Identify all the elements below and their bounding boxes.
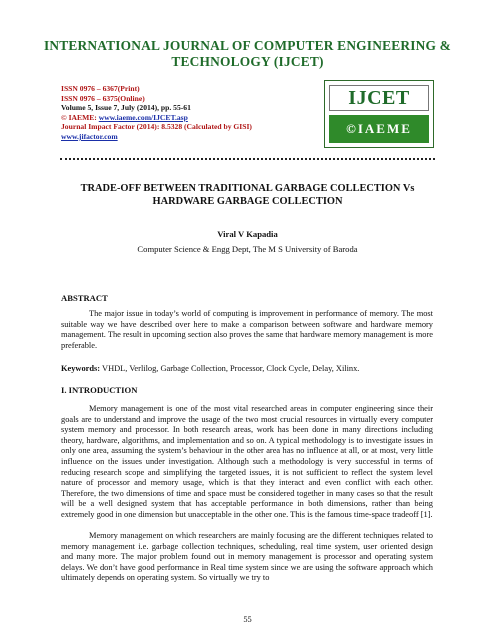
introduction-heading: I. INTRODUCTION — [61, 385, 138, 395]
jifactor-line — [61, 132, 331, 142]
keywords-text: VHDL, Verlilog, Garbage Collection, Processor, Clock Cycle, Delay, Xilinx. — [100, 364, 360, 373]
journal-title-line2: TECHNOLOGY (IJCET) — [171, 54, 324, 69]
introduction-paragraph-2: Memory management on which researchers are mainly focusing are the different techniques related to memory management i.e. garbage collection techniques, scheduling, real time system, user oriented design and many more. The major problem found out in memory management is processor and operating system delays. We don’t have good performance in Real time system since we are using the software approach which ultimately depends on operating system. So virtually we try to — [61, 531, 433, 583]
iaeme-link[interactable]: www.iaeme.com/IJCET.asp — [98, 112, 188, 122]
journal-info-block — [61, 84, 331, 142]
header-divider — [60, 158, 435, 160]
paper-title — [50, 182, 445, 208]
volume-info: Volume 5, Issue 7, July (2014), pp. 55-61 — [61, 103, 191, 113]
author-name: Viral V Kapadia — [217, 229, 278, 239]
ijcet-logo — [324, 80, 434, 148]
iaeme-label: © IAEME: — [61, 112, 99, 122]
journal-title-line1: INTERNATIONAL JOURNAL OF COMPUTER ENGINEERING & — [43, 38, 452, 53]
paper-title-line2: HARDWARE GARBAGE COLLECTION — [152, 196, 343, 207]
issn-print: ISSN 0976 – 6367(Print) — [61, 84, 140, 93]
keywords-label: Keywords: — [61, 364, 101, 373]
introduction-paragraph-1: Memory management is one of the most vital researched areas in computer engineering since their goals are to understand and improve the usage of the two most crucial resources in virtually every computer system memory and processor. In both research areas, work has been done in many directions including theory, hardware, algorithms, and implementation and so on. A typical methodology is to investigate issues in only one area, assuming the system’s behaviour in the other area has no influence at all, or at most, very little influence on the issues under investigation. Although such a methodology is very successful in terms of reducing research scope and simplifying the targeted issues, it is not sufficient to reflect the system level nature of processor and memory usage, which is that they interact and even conflict with each other. Therefore, the two dimensions of time and space must be considered together in many cases so that the result will be a well designed system that has acceptable performance in both dimensions, rather than being extremely good in one dimension but unacceptable in the other one. This is the famous time-space tradeoff [1]. — [61, 404, 433, 519]
issn-online: ISSN 0976 – 6375(Online) — [61, 93, 145, 103]
page-number: 55 — [243, 615, 252, 624]
paper-title-line1: TRADE-OFF BETWEEN TRADITIONAL GARBAGE COLLECTION Vs — [80, 183, 415, 194]
keywords — [61, 364, 433, 375]
logo-iaeme-text: ©IAEME — [329, 115, 429, 143]
impact-factor: Journal Impact Factor (2014): 8.5328 (Calculated by GISI) — [61, 122, 252, 132]
logo-ijcet-text: IJCET — [329, 85, 429, 111]
iaeme-line — [61, 113, 331, 123]
author-affiliation: Computer Science & Engg Dept, The M S University of Baroda — [137, 244, 358, 254]
abstract-body: The major issue in today’s world of computing is improvement in performance of memory. The most suitable way we have described over here to make a comparison between software and hardware memory management. The result in upcoming section also proves the same that hardware memory management is more preferable. — [61, 309, 433, 350]
jifactor-link[interactable]: www.jifactor.com — [61, 131, 118, 141]
abstract-heading: ABSTRACT — [61, 293, 108, 303]
journal-title — [30, 38, 465, 70]
